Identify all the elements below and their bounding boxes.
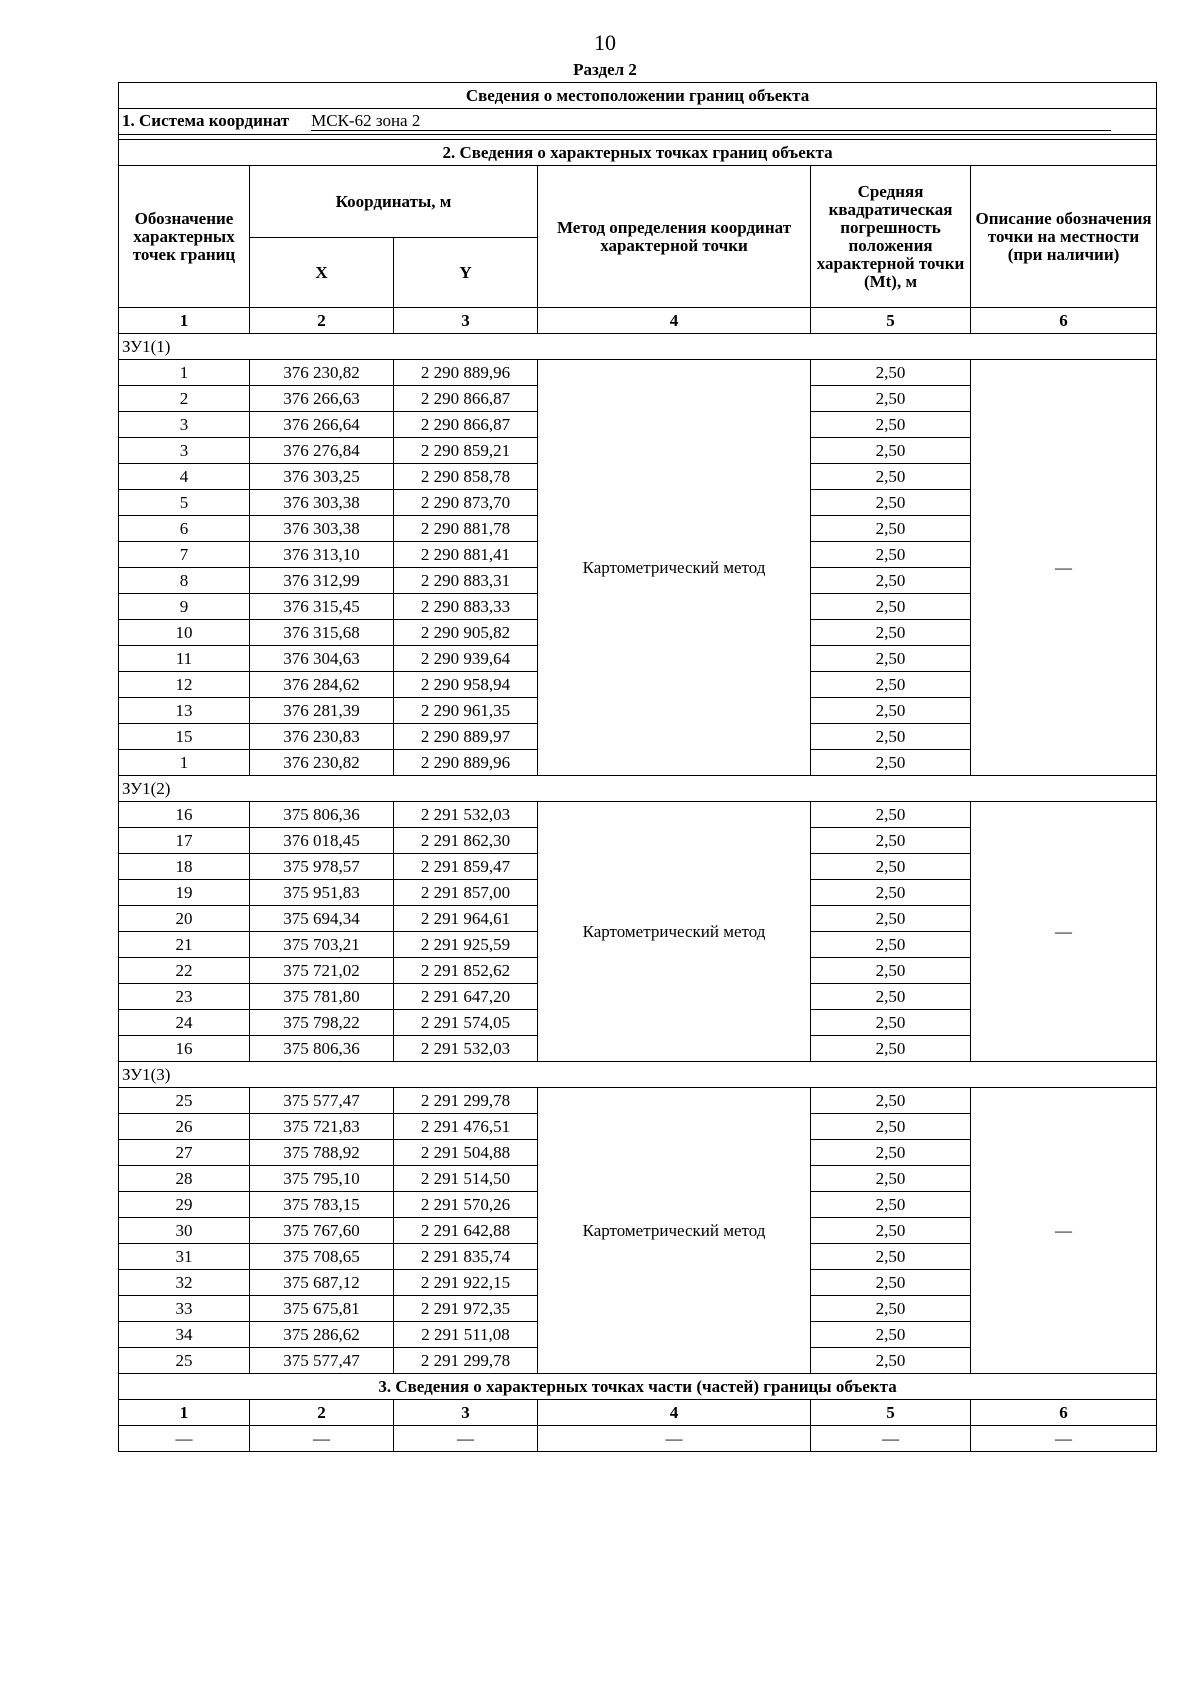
x-coordinate-cell: 375 721,83: [250, 1114, 394, 1140]
error-cell: 2,50: [811, 1192, 971, 1218]
x-coordinate-cell: 375 675,81: [250, 1296, 394, 1322]
table-row: [119, 360, 1157, 386]
x-coordinate-cell: 375 788,92: [250, 1140, 394, 1166]
error-cell: 2,50: [811, 542, 971, 568]
error-cell: 2,50: [811, 1036, 971, 1062]
column-number: 3: [394, 308, 538, 334]
error-cell: 2,50: [811, 984, 971, 1010]
column-number: 6: [971, 308, 1157, 334]
header-error: Средняя квадратическая погрешность положения характерной точки (Mt), м: [811, 166, 971, 308]
column-number: 2: [250, 308, 394, 334]
point-number-cell: 5: [119, 490, 250, 516]
error-cell: 2,50: [811, 828, 971, 854]
y-coordinate-cell: 2 291 972,35: [394, 1296, 538, 1322]
method-cell: Картометрический метод: [538, 360, 811, 776]
x-coordinate-cell: 376 303,38: [250, 516, 394, 542]
point-number-cell: 4: [119, 464, 250, 490]
description-cell: —: [971, 1088, 1157, 1374]
x-coordinate-cell: 376 303,25: [250, 464, 394, 490]
point-number-cell: 7: [119, 542, 250, 568]
x-coordinate-cell: 376 266,63: [250, 386, 394, 412]
x-coordinate-cell: 376 304,63: [250, 646, 394, 672]
y-coordinate-cell: 2 291 511,08: [394, 1322, 538, 1348]
coord-system-value: МСК-62 зона 2: [311, 112, 1111, 131]
header-method: Метод определения координат характерной точки: [538, 166, 811, 308]
y-coordinate-cell: 2 290 889,96: [394, 360, 538, 386]
header-desc: Описание обозначения точки на местности (при наличии): [971, 166, 1157, 308]
empty-cell: —: [971, 1426, 1157, 1452]
y-coordinate-cell: 2 290 881,41: [394, 542, 538, 568]
column-number: 5: [811, 1400, 971, 1426]
y-coordinate-cell: 2 291 514,50: [394, 1166, 538, 1192]
boundary-coordinates-table: [118, 82, 1157, 1452]
section-title: Раздел 2: [573, 60, 637, 79]
empty-cell: —: [538, 1426, 811, 1452]
column-number: 4: [538, 308, 811, 334]
column-number: 3: [394, 1400, 538, 1426]
column-number: 1: [119, 1400, 250, 1426]
x-coordinate-cell: 375 806,36: [250, 802, 394, 828]
point-number-cell: 19: [119, 880, 250, 906]
error-cell: 2,50: [811, 1348, 971, 1374]
x-coordinate-cell: 375 767,60: [250, 1218, 394, 1244]
y-coordinate-cell: 2 291 857,00: [394, 880, 538, 906]
y-coordinate-cell: 2 290 905,82: [394, 620, 538, 646]
point-number-cell: 12: [119, 672, 250, 698]
point-number-cell: 20: [119, 906, 250, 932]
x-coordinate-cell: 376 315,68: [250, 620, 394, 646]
point-number-cell: 22: [119, 958, 250, 984]
error-cell: 2,50: [811, 516, 971, 542]
group-header-row: [119, 334, 1157, 360]
group-header-row: [119, 776, 1157, 802]
error-cell: 2,50: [811, 750, 971, 776]
point-number-cell: 16: [119, 802, 250, 828]
error-cell: 2,50: [811, 854, 971, 880]
y-coordinate-cell: 2 291 925,59: [394, 932, 538, 958]
point-number-cell: 2: [119, 386, 250, 412]
x-coordinate-cell: 376 266,64: [250, 412, 394, 438]
point-number-cell: 25: [119, 1348, 250, 1374]
y-coordinate-cell: 2 291 859,47: [394, 854, 538, 880]
error-cell: 2,50: [811, 1322, 971, 1348]
y-coordinate-cell: 2 291 647,20: [394, 984, 538, 1010]
x-coordinate-cell: 376 313,10: [250, 542, 394, 568]
error-cell: 2,50: [811, 386, 971, 412]
point-number-cell: 18: [119, 854, 250, 880]
x-coordinate-cell: 376 281,39: [250, 698, 394, 724]
x-coordinate-cell: 376 303,38: [250, 490, 394, 516]
point-number-cell: 16: [119, 1036, 250, 1062]
page-number: 10: [594, 30, 616, 55]
column-number: 1: [119, 308, 250, 334]
y-coordinate-cell: 2 290 889,97: [394, 724, 538, 750]
group-name: ЗУ1(3): [119, 1062, 1157, 1088]
error-cell: 2,50: [811, 360, 971, 386]
point-number-cell: 25: [119, 1088, 250, 1114]
subsection3-row: [119, 1374, 1157, 1400]
point-number-cell: 34: [119, 1322, 250, 1348]
point-number-cell: 6: [119, 516, 250, 542]
point-number-cell: 33: [119, 1296, 250, 1322]
y-coordinate-cell: 2 290 939,64: [394, 646, 538, 672]
header-y: Y: [394, 238, 538, 308]
error-cell: 2,50: [811, 1218, 971, 1244]
error-cell: 2,50: [811, 1166, 971, 1192]
description-cell: —: [971, 802, 1157, 1062]
x-coordinate-cell: 375 951,83: [250, 880, 394, 906]
coord-system-label: 1. Система координат: [122, 111, 290, 130]
x-coordinate-cell: 375 806,36: [250, 1036, 394, 1062]
point-number-cell: 28: [119, 1166, 250, 1192]
point-number-cell: 30: [119, 1218, 250, 1244]
y-coordinate-cell: 2 290 883,31: [394, 568, 538, 594]
point-number-cell: 31: [119, 1244, 250, 1270]
table-title: Сведения о местоположении границ объекта: [119, 83, 1157, 109]
x-coordinate-cell: 376 230,82: [250, 360, 394, 386]
y-coordinate-cell: 2 291 532,03: [394, 802, 538, 828]
table-row: [119, 802, 1157, 828]
error-cell: 2,50: [811, 1296, 971, 1322]
point-number-cell: 26: [119, 1114, 250, 1140]
x-coordinate-cell: 376 276,84: [250, 438, 394, 464]
point-number-cell: 24: [119, 1010, 250, 1036]
point-number-cell: 13: [119, 698, 250, 724]
x-coordinate-cell: 375 577,47: [250, 1348, 394, 1374]
error-cell: 2,50: [811, 1244, 971, 1270]
point-number-cell: 1: [119, 750, 250, 776]
column-number: 4: [538, 1400, 811, 1426]
method-cell: Картометрический метод: [538, 802, 811, 1062]
x-coordinate-cell: 376 315,45: [250, 594, 394, 620]
y-coordinate-cell: 2 291 476,51: [394, 1114, 538, 1140]
y-coordinate-cell: 2 291 642,88: [394, 1218, 538, 1244]
x-coordinate-cell: 375 721,02: [250, 958, 394, 984]
point-number-cell: 32: [119, 1270, 250, 1296]
y-coordinate-cell: 2 290 881,78: [394, 516, 538, 542]
point-number-cell: 3: [119, 412, 250, 438]
x-coordinate-cell: 376 018,45: [250, 828, 394, 854]
error-cell: 2,50: [811, 698, 971, 724]
y-coordinate-cell: 2 291 852,62: [394, 958, 538, 984]
x-coordinate-cell: 376 230,82: [250, 750, 394, 776]
section3-empty-row: [119, 1426, 1157, 1452]
x-coordinate-cell: 376 284,62: [250, 672, 394, 698]
column-number: 6: [971, 1400, 1157, 1426]
coord-system-row: [119, 109, 1157, 135]
empty-cell: —: [119, 1426, 250, 1452]
error-cell: 2,50: [811, 412, 971, 438]
group-header-row: [119, 1062, 1157, 1088]
x-coordinate-cell: 375 694,34: [250, 906, 394, 932]
point-number-cell: 1: [119, 360, 250, 386]
point-number-cell: 10: [119, 620, 250, 646]
error-cell: 2,50: [811, 1270, 971, 1296]
header-x: X: [250, 238, 394, 308]
y-coordinate-cell: 2 290 858,78: [394, 464, 538, 490]
method-cell: Картометрический метод: [538, 1088, 811, 1374]
y-coordinate-cell: 2 290 958,94: [394, 672, 538, 698]
point-number-cell: 21: [119, 932, 250, 958]
y-coordinate-cell: 2 291 574,05: [394, 1010, 538, 1036]
y-coordinate-cell: 2 291 532,03: [394, 1036, 538, 1062]
x-coordinate-cell: 375 795,10: [250, 1166, 394, 1192]
y-coordinate-cell: 2 290 866,87: [394, 412, 538, 438]
x-coordinate-cell: 375 286,62: [250, 1322, 394, 1348]
error-cell: 2,50: [811, 958, 971, 984]
point-number-cell: 23: [119, 984, 250, 1010]
x-coordinate-cell: 375 783,15: [250, 1192, 394, 1218]
group-name: ЗУ1(2): [119, 776, 1157, 802]
error-cell: 2,50: [811, 880, 971, 906]
y-coordinate-cell: 2 291 504,88: [394, 1140, 538, 1166]
description-cell: —: [971, 360, 1157, 776]
y-coordinate-cell: 2 291 964,61: [394, 906, 538, 932]
header-point: Обозначение характерных точек границ: [119, 166, 250, 308]
subsection2-title: 2. Сведения о характерных точках границ объекта: [119, 140, 1157, 166]
x-coordinate-cell: 375 703,21: [250, 932, 394, 958]
error-cell: 2,50: [811, 490, 971, 516]
header-coords: Координаты, м: [250, 166, 538, 238]
x-coordinate-cell: 375 577,47: [250, 1088, 394, 1114]
y-coordinate-cell: 2 291 299,78: [394, 1088, 538, 1114]
error-cell: 2,50: [811, 1010, 971, 1036]
point-number-cell: 29: [119, 1192, 250, 1218]
empty-cell: —: [250, 1426, 394, 1452]
point-number-cell: 9: [119, 594, 250, 620]
point-number-cell: 8: [119, 568, 250, 594]
y-coordinate-cell: 2 291 835,74: [394, 1244, 538, 1270]
point-number-cell: 17: [119, 828, 250, 854]
x-coordinate-cell: 375 708,65: [250, 1244, 394, 1270]
point-number-cell: 11: [119, 646, 250, 672]
error-cell: 2,50: [811, 906, 971, 932]
y-coordinate-cell: 2 291 299,78: [394, 1348, 538, 1374]
error-cell: 2,50: [811, 1140, 971, 1166]
y-coordinate-cell: 2 290 866,87: [394, 386, 538, 412]
error-cell: 2,50: [811, 438, 971, 464]
error-cell: 2,50: [811, 646, 971, 672]
group-name: ЗУ1(1): [119, 334, 1157, 360]
x-coordinate-cell: 375 978,57: [250, 854, 394, 880]
x-coordinate-cell: 375 687,12: [250, 1270, 394, 1296]
error-cell: 2,50: [811, 1088, 971, 1114]
point-number-cell: 15: [119, 724, 250, 750]
error-cell: 2,50: [811, 464, 971, 490]
y-coordinate-cell: 2 291 922,15: [394, 1270, 538, 1296]
error-cell: 2,50: [811, 1114, 971, 1140]
y-coordinate-cell: 2 290 889,96: [394, 750, 538, 776]
y-coordinate-cell: 2 291 862,30: [394, 828, 538, 854]
error-cell: 2,50: [811, 724, 971, 750]
error-cell: 2,50: [811, 802, 971, 828]
y-coordinate-cell: 2 290 961,35: [394, 698, 538, 724]
point-number-cell: 27: [119, 1140, 250, 1166]
x-coordinate-cell: 376 312,99: [250, 568, 394, 594]
y-coordinate-cell: 2 291 570,26: [394, 1192, 538, 1218]
x-coordinate-cell: 375 781,80: [250, 984, 394, 1010]
error-cell: 2,50: [811, 620, 971, 646]
x-coordinate-cell: 375 798,22: [250, 1010, 394, 1036]
y-coordinate-cell: 2 290 873,70: [394, 490, 538, 516]
table-row: [119, 1088, 1157, 1114]
section3-number-row: [119, 1400, 1157, 1426]
column-number: 5: [811, 308, 971, 334]
point-number-cell: 3: [119, 438, 250, 464]
y-coordinate-cell: 2 290 859,21: [394, 438, 538, 464]
subsection3-title: 3. Сведения о характерных точках части (частей) границы объекта: [119, 1374, 1157, 1400]
empty-cell: —: [394, 1426, 538, 1452]
x-coordinate-cell: 376 230,83: [250, 724, 394, 750]
error-cell: 2,50: [811, 568, 971, 594]
empty-cell: —: [811, 1426, 971, 1452]
error-cell: 2,50: [811, 594, 971, 620]
error-cell: 2,50: [811, 932, 971, 958]
error-cell: 2,50: [811, 672, 971, 698]
column-number: 2: [250, 1400, 394, 1426]
y-coordinate-cell: 2 290 883,33: [394, 594, 538, 620]
